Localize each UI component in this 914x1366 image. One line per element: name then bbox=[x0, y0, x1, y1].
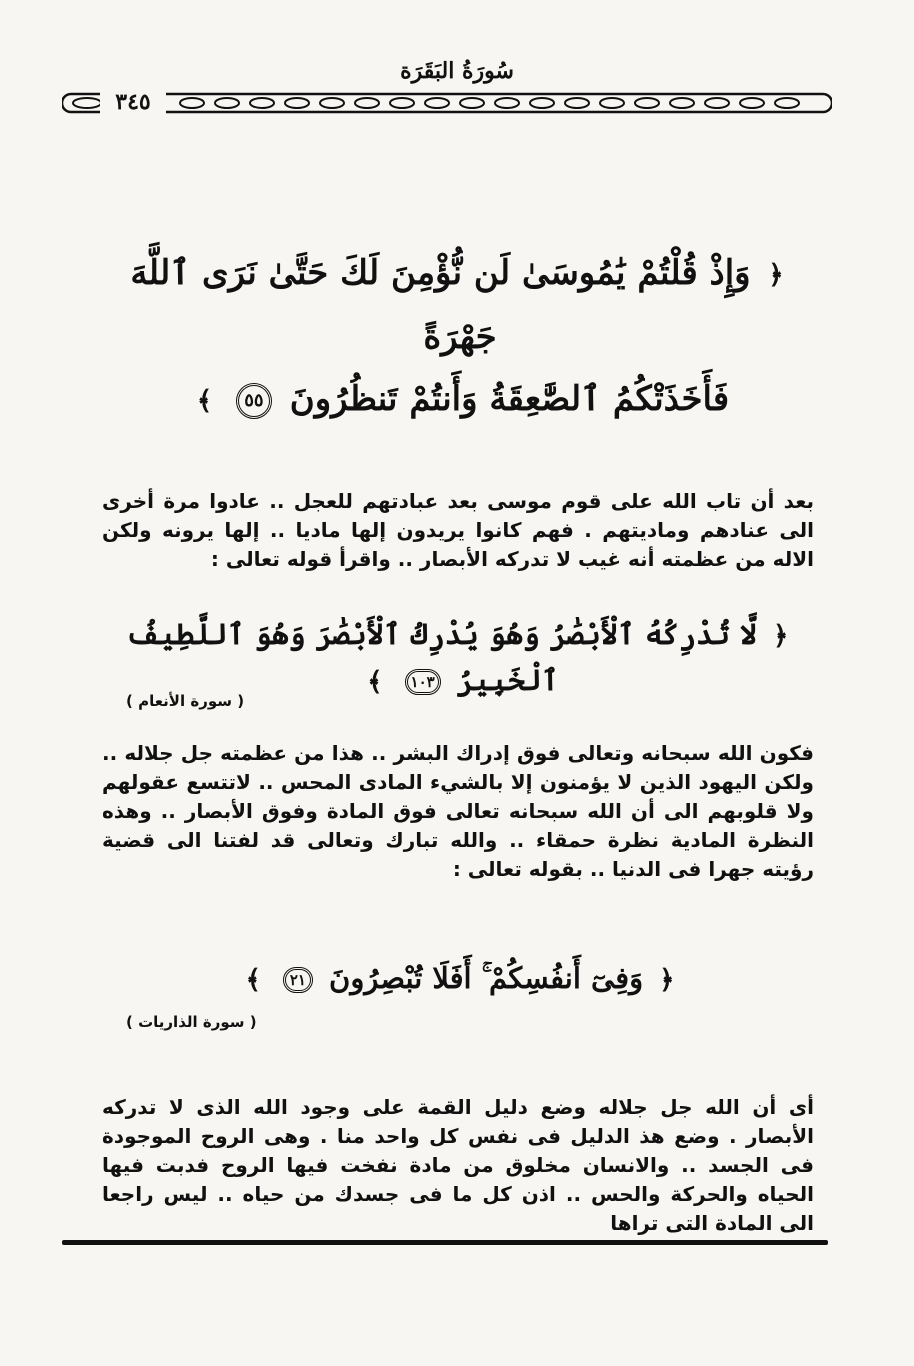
ornament-close-icon: ﴾ bbox=[196, 386, 213, 416]
page-number: ٣٤٥ bbox=[100, 88, 166, 116]
verse-dhariyat-text: وَفِىٓ أَنفُسِكُمْ ۚ أَفَلَا تُبْصِرُونَ bbox=[329, 961, 644, 995]
verse-main-line2 bbox=[100, 368, 820, 432]
paragraph-2: فكون الله سبحانه وتعالى فوق إدراك البشر .. هذا من عظمته جل جلاله .. ولكن اليهود الذين لا يؤمنون إلا بالشيء المادى المحس .. لاتتسع عقولهم ولا قلوبهم الى أن الله سبحانه تعالى فوق المادة وفوق الأبصار .. وهذه النظرة المادية نظرة حمقاء .. والله تبارك وتعالى قد لفتنا الى قضية رؤيته جهرا فى الدنيا .. بقوله تعالى : bbox=[102, 741, 814, 881]
sura-reference-anam: ( سورة الأنعام ) bbox=[126, 692, 245, 710]
sura-title: سُورَةُ البَقَرَة bbox=[400, 58, 514, 84]
verse-anam bbox=[100, 612, 820, 704]
verse-main bbox=[100, 242, 820, 432]
verse-main-line2-text: فَأَخَذَتْكُمُ ٱلصَّٰعِقَةُ وَأَنتُمْ تَنظُرُونَ bbox=[289, 379, 730, 419]
paragraph-3: أى أن الله جل جلاله وضع دليل القمة على وجود الله الذى لا تدركه الأبصار . وضع هذ الدليل فى نفس كل واحد منا . وهى الروح الموجودة فى الجسد .. والانسان مخلوق من مادة نفخت فيها الروح فدبت فيها الحياه والحركة والحس .. اذن كل ما فى جسدك من حياه .. ليس راجعا الى المادة التى تراها bbox=[102, 1095, 814, 1235]
ayah-number-badge: ٥٥ bbox=[236, 383, 272, 419]
bottom-rule bbox=[62, 1240, 828, 1245]
paragraph-1: بعد أن تاب الله على قوم موسى بعد عبادتهم للعجل .. عادوا مرة أخرى الى عنادهم وماديتهم . فهم كانوا يريدون إلها ماديا .. إلها يرونه ولكن الاله من عظمته أنه غيب لا تدركه الأبصار .. واقرأ قوله تعالى : bbox=[102, 489, 814, 571]
verse-anam-text: لَّا تُدْرِكُهُ ٱلْأَبْصَٰرُ وَهُوَ يُدْرِكُ ٱلْأَبْصَٰرَ وَهُوَ ٱللَّطِيفُ ٱلْخَبِيرُ bbox=[125, 617, 758, 697]
verse-main-line1-text: وَإِذْ قُلْتُمْ يَٰمُوسَىٰ لَن نُّؤْمِنَ لَكَ حَتَّىٰ نَرَى ٱللَّهَ جَهْرَةً bbox=[130, 253, 751, 357]
ornament-open-icon: ﴿ bbox=[768, 260, 784, 290]
ayah-number-badge: ٢١ bbox=[283, 967, 313, 993]
ayah-number-badge: ١٠٣ bbox=[405, 669, 441, 695]
ornament-close-icon: ﴾ bbox=[367, 667, 383, 697]
verse-dhariyat bbox=[100, 956, 820, 1002]
ornament-open-icon: ﴿ bbox=[773, 621, 789, 651]
ornament-close-icon: ﴾ bbox=[245, 965, 261, 995]
verse-main-line1 bbox=[100, 242, 820, 368]
sura-reference-dhariyat: ( سورة الذاريات ) bbox=[126, 1013, 257, 1031]
ornament-open-icon: ﴿ bbox=[659, 965, 675, 995]
header-ornament-band bbox=[62, 92, 832, 114]
